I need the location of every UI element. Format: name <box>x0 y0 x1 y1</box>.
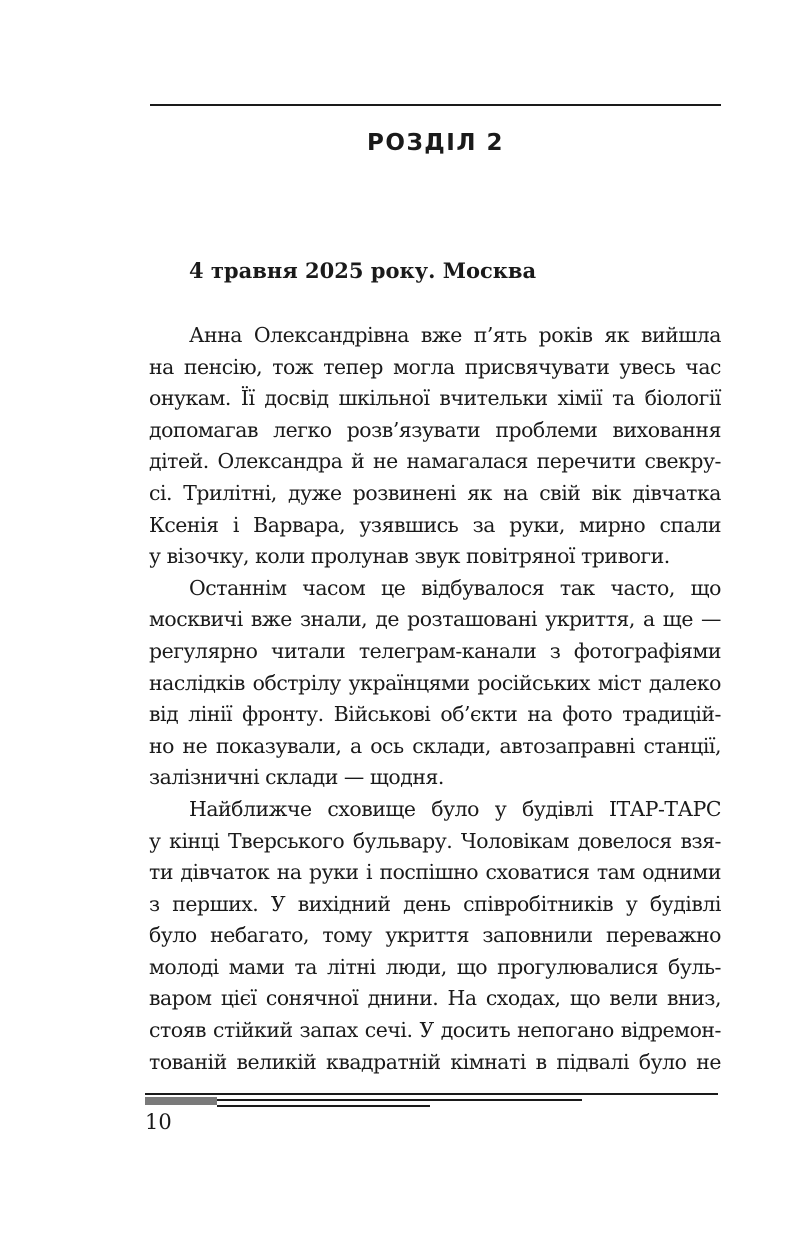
text-line: Анна Олександрівна вже п’ять років як вийшла <box>189 323 721 347</box>
text-line: москвичі вже знали, де розташовані укриття, а ще — <box>149 607 721 632</box>
footer-rule <box>145 1093 718 1095</box>
footer-rule <box>217 1105 430 1107</box>
page-number: 10 <box>145 1110 172 1134</box>
text-line: допомагав легко розв’язувати проблеми виховання <box>149 417 721 442</box>
text-line: у кінці Тверського бульвару. Чоловікам довелося взя- <box>149 828 721 853</box>
text-line: стояв стійкий запах сечі. У досить непогано відремон- <box>149 1018 721 1043</box>
text-line: молоді мами та літні люди, що прогулювалися буль- <box>149 954 721 979</box>
text-line: залізничні склади — щодня. <box>149 765 444 790</box>
footer-rule <box>217 1099 582 1101</box>
text-line: варом цієї сонячної днини. На сходах, що вели вниз, <box>149 986 721 1011</box>
chapter-title: РОЗДІЛ 2 <box>367 130 504 156</box>
paragraph-2 <box>149 573 721 794</box>
section-heading: 4 травня 2025 року. Москва <box>189 258 537 283</box>
text-line: тованій великій квадратній кімнаті в підвалі було не <box>149 1049 721 1074</box>
text-line: від лінії фронту. Військові об’єкти на фото традицій- <box>149 702 721 727</box>
text-line: Ксенія і Варвара, узявшись за руки, мирно спали <box>149 512 721 537</box>
text-line: у візочку, коли пролунав звук повітряної тривоги. <box>149 544 670 569</box>
text-line: регулярно читали телеграм-канали з фотографіями <box>149 638 721 663</box>
text-line: сі. Трилітні, дуже розвинені як на свій вік дівчатка <box>149 480 721 505</box>
text-line: Найближче сховище було у будівлі ІТАР-ТАРС <box>189 796 721 821</box>
footer-rule-accent <box>145 1097 217 1105</box>
text-line: но не показували, а ось склади, автозаправні станції, <box>149 733 721 758</box>
text-line: дітей. Олександра й не намагалася перечити свекру- <box>149 449 721 474</box>
text-line: ти дівчаток на руки і поспішно сховатися там одними <box>149 860 721 885</box>
text-line: онукам. Її досвід шкільної вчительки хімії та біології <box>149 386 721 411</box>
paragraph-1 <box>149 320 721 573</box>
text-line: Останнім часом це відбувалося так часто, що <box>189 575 721 600</box>
text-line: з перших. У вихідний день співробітників у будівлі <box>149 891 721 916</box>
top-rule <box>150 104 721 106</box>
text-line: наслідків обстрілу українцями російських міст далеко <box>149 670 721 695</box>
text-line: на пенсію, тож тепер могла присвячувати увесь час <box>149 354 721 379</box>
body-text <box>149 320 721 1078</box>
paragraph-3 <box>149 794 721 1078</box>
text-line: було небагато, тому укриття заповнили переважно <box>149 923 721 948</box>
